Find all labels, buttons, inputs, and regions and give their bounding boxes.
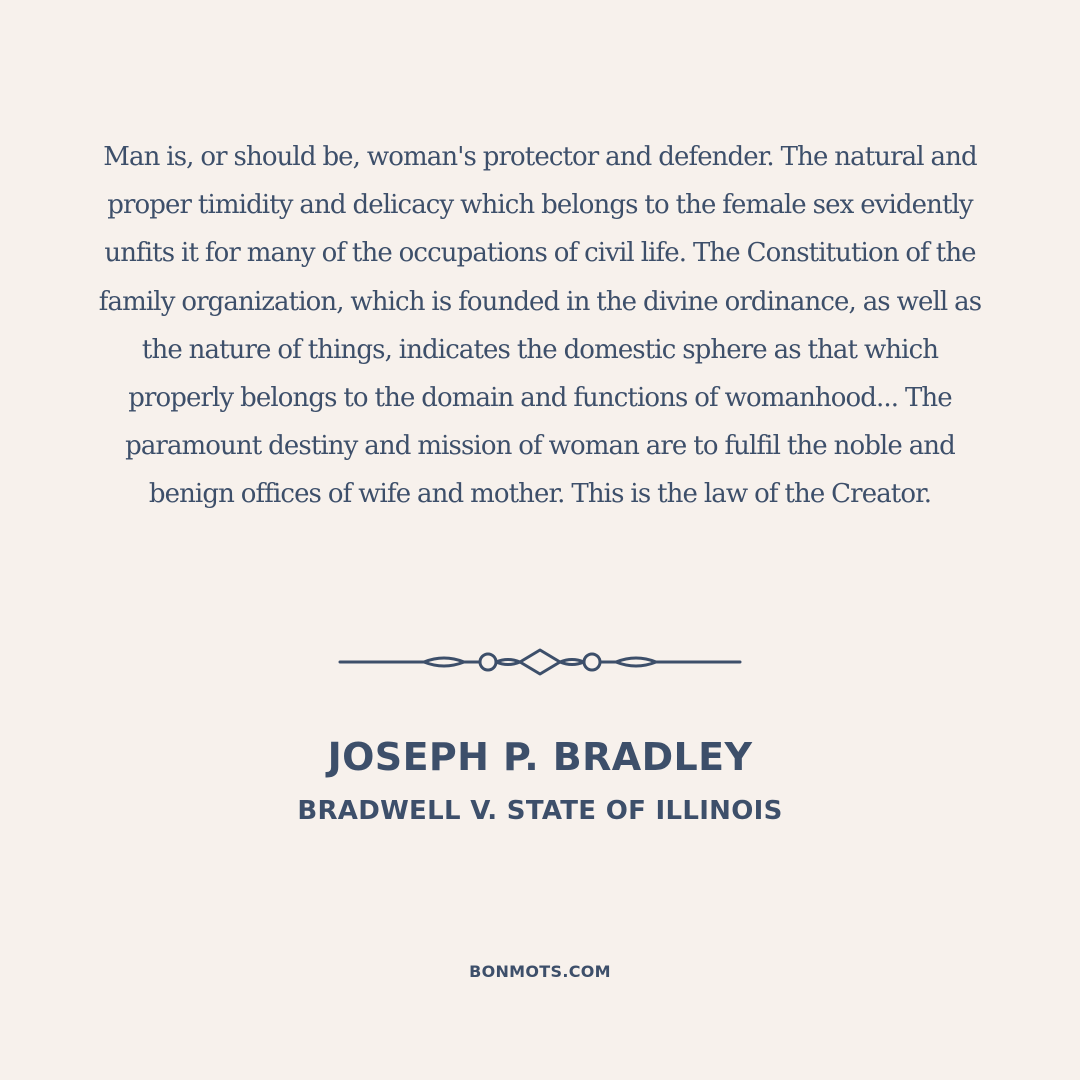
quote-text: Man is, or should be, woman's protector and defender. The natural and proper timidity and delicacy which belongs to the female sex evidently unfits it for many of the occupations of civil life. The Constitution of the family organization, which is founded in the divine ordinance, as well as the nature of things, indicates the domestic sphere as that which properly belongs to the domain and functions of womanhood... The paramount destiny and mission of woman are to fulfil the noble and benign offices of wife and mother. This is the law of the Creator.: [98, 142, 982, 510]
quote-source: BRADWELL V. STATE OF ILLINOIS: [297, 796, 783, 826]
author-name: JOSEPH P. BRADLEY: [327, 735, 753, 779]
flourish-divider-icon: [336, 645, 744, 679]
site-credit: BONMOTS.COM: [469, 962, 611, 981]
